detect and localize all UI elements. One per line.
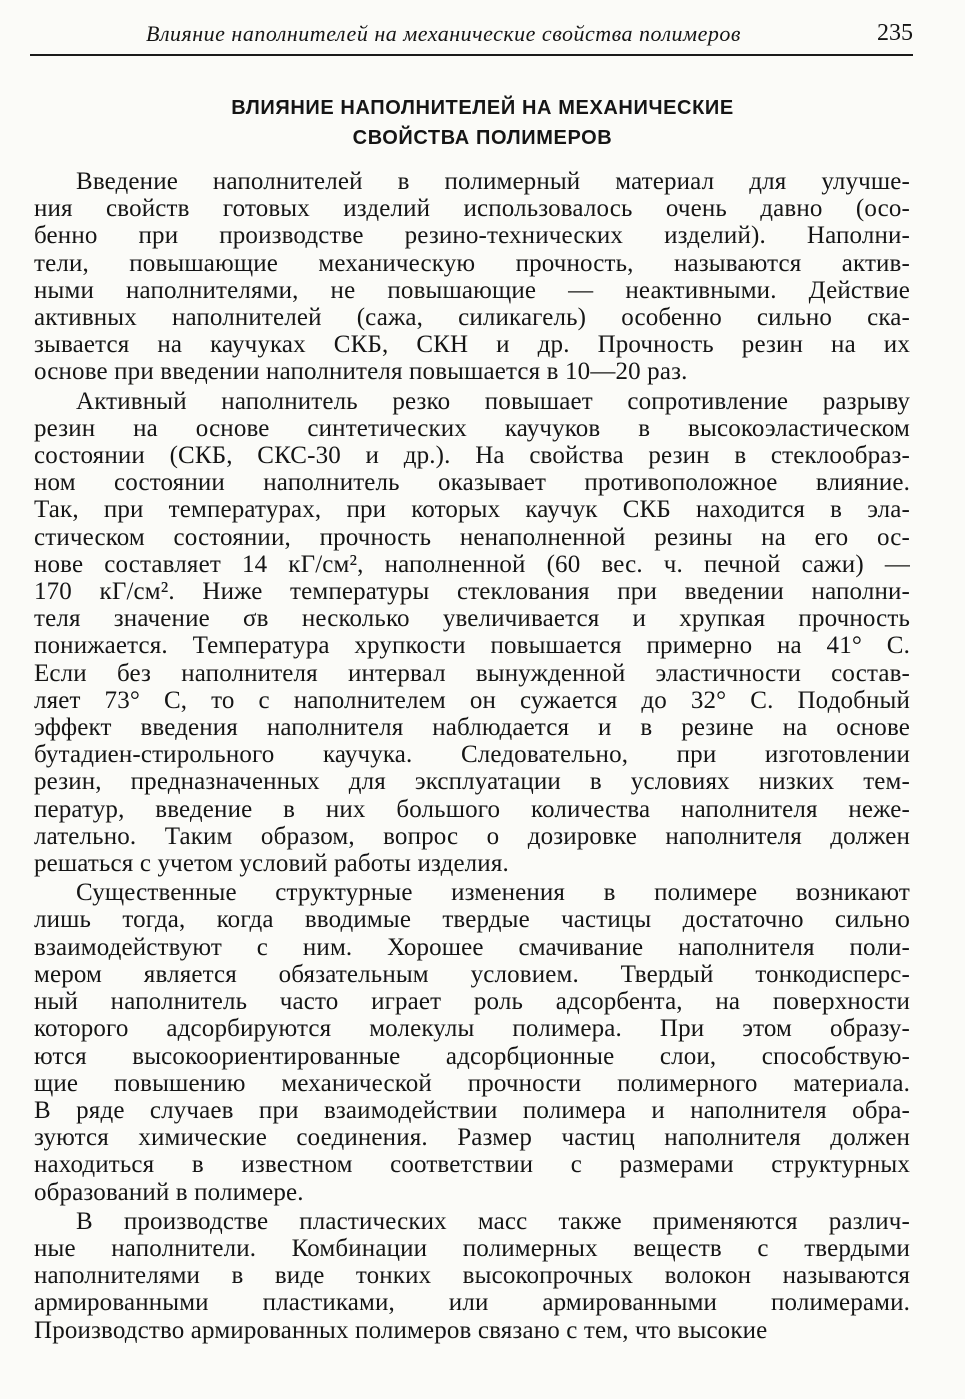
text-line: зывается на каучуках СКБ, СКН и др. Прочность резин на их (34, 331, 910, 359)
text-line: теля значение σв несколько увеличивается и хрупкая прочность (34, 605, 910, 633)
text-line: наполнителями в виде тонких высокопрочных волокон называются (34, 1262, 910, 1290)
text-line: находиться в известном соответствии с размерами структурных (34, 1151, 910, 1179)
header-rule (30, 54, 913, 56)
page-number: 235 (877, 20, 913, 46)
text-line: Введение наполнителей в полимерный материал для улучше- (76, 168, 910, 195)
text-line: резин, предназначенных для эксплуатации в условиях низких тем- (34, 768, 910, 796)
running-title: Влияние наполнителей на механические свойства полимеров (146, 21, 741, 46)
text-line: эффект введения наполнителя наблюдается и в резине на основе (34, 714, 910, 742)
text-line: Производство армированных полимеров связано с тем, что высокие (34, 1316, 768, 1344)
section-heading-line-2: СВОЙСТВА ПОЛИМЕРОВ (352, 127, 613, 149)
text-line: Так, при температурах, при которых каучук СКБ находится в эла- (34, 496, 910, 524)
text-line: состоянии (СКБ, СКС-30 и др.). На свойства резин в стеклообраз- (34, 442, 910, 470)
text-line: активных наполнителей (сажа, силикагель) особенно сильно ска- (34, 304, 910, 332)
text-line: нове составляет 14 кГ/см², наполненной (60 вес. ч. печной сажи) — (34, 550, 910, 578)
section-heading-line-1: ВЛИЯНИЕ НАПОЛНИТЕЛЕЙ НА МЕХАНИЧЕСКИЕ (231, 97, 734, 119)
text-line: лишь тогда, когда вводимые твердые частицы достаточно сильно (34, 906, 910, 934)
text-line: бенно при производстве резино-технических изделий). Наполни- (34, 222, 910, 250)
text-line: которого адсорбируются молекулы полимера. При этом образу- (34, 1015, 910, 1043)
text-line: Если без наполнителя интервал вынужденной эластичности состав- (34, 659, 910, 687)
text-line: щие повышению механической прочности полимерного материала. (34, 1069, 910, 1097)
text-line: ными наполнителями, не повышающие — неактивными. Действие (34, 276, 910, 304)
text-line: решаться с учетом условий работы изделия. (34, 850, 509, 878)
text-line: лательно. Таким образом, вопрос о дозировке наполнителя должен (34, 822, 910, 850)
paragraph (34, 1208, 910, 1344)
paragraph (34, 168, 910, 386)
text-line: армированными пластиками, или армированными полимерами. (34, 1289, 910, 1317)
text-line: мером является обязательным условием. Твердый тонкодисперс- (34, 960, 910, 988)
text-line: В ряде случаев при взаимодействии полимера и наполнителя обра- (34, 1096, 910, 1124)
text-line: резин на основе синтетических каучуков в высокоэластическом (34, 414, 910, 442)
text-line: Существенные структурные изменения в полимере возникают (76, 879, 910, 907)
text-line: тели, повышающие механическую прочность, называются актив- (34, 249, 910, 277)
text-line: 170 кГ/см². Ниже температуры стеклования при введении наполни- (34, 578, 910, 606)
text-line: образований в полимере. (34, 1178, 304, 1206)
text-line: зуются химические соединения. Размер частиц наполнителя должен (34, 1124, 910, 1152)
text-line: бутадиен-стирольного каучука. Следовательно, при изготовлении (34, 741, 910, 769)
text-line: ные наполнители. Комбинации полимерных веществ с твердыми (34, 1234, 910, 1262)
paragraph (34, 388, 910, 878)
text-line: основе при введении наполнителя повышается в 10—20 раз. (34, 358, 688, 386)
text-line: ются высокоориентированные адсорбционные слои, способствую- (34, 1042, 910, 1070)
text-line: взаимодействуют с ним. Хорошее смачивание наполнителя поли- (34, 933, 910, 961)
text-line: ляет 73° С, то с наполнителем он сужается до 32° С. Подобный (34, 686, 910, 714)
text-line: ния свойств готовых изделий использовалось очень давно (осо- (34, 195, 910, 223)
running-head (34, 18, 913, 50)
text-line: стическом состоянии, прочность ненаполненной резины на его ос- (34, 523, 910, 551)
paragraph (34, 879, 910, 1205)
text-line: ператур, введение в них большого количества наполнителя неже- (34, 795, 910, 823)
section-heading (60, 93, 905, 153)
text-line: ный наполнитель часто играет роль адсорбента, на поверхности (34, 988, 910, 1016)
text-line: В производстве пластических масс также применяются различ- (76, 1207, 910, 1235)
text-line: понижается. Температура хрупкости повышается примерно на 41° С. (34, 632, 910, 660)
text-line: Активный наполнитель резко повышает сопротивление разрыву (76, 387, 910, 415)
body-text (34, 168, 910, 1344)
text-line: ном состоянии наполнитель оказывает противоположное влияние. (34, 469, 910, 497)
